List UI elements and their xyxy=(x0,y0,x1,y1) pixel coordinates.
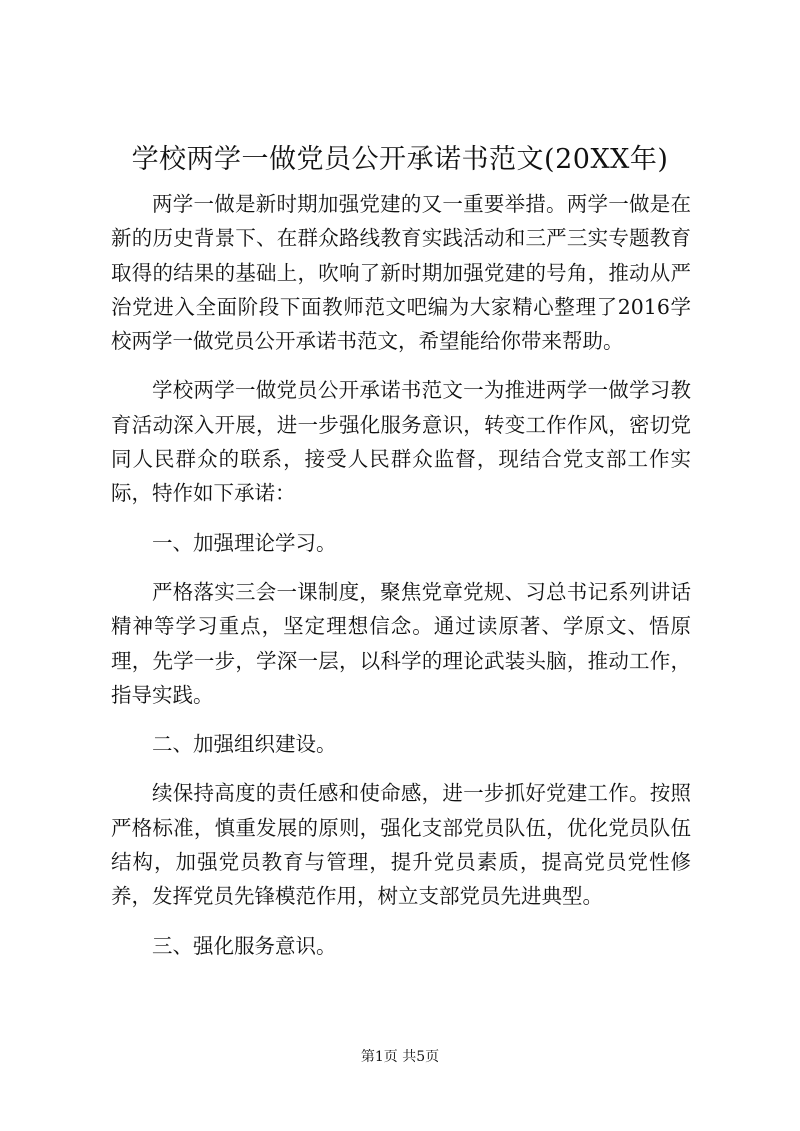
paragraph-organization: 续保持高度的责任感和使命感，进一步抓好党建工作。按照严格标准，慎重发展的原则，强化支部党员队伍，优化党员队伍结构，加强党员教育与管理，提升党员素质，提高党员党性修养，发挥党员先锋模范作用，树立支部党员先进典型。 xyxy=(111,781,691,909)
paragraph-gap xyxy=(111,511,691,526)
paragraph-gap xyxy=(111,358,691,373)
paragraph-gap xyxy=(111,560,691,575)
paragraph-gap xyxy=(111,914,691,929)
paragraph-intro: 两学一做是新时期加强党建的又一重要举措。两学一做是在新的历史背景下、在群众路线教育实践活动和三严三实专题教育取得的结果的基础上，吹响了新时期加强党建的号角，推动从严治党进入全面阶段下面教师范文吧编为大家精心整理了2016学校两学一做党员公开承诺书范文，希望能给你带来帮助。 xyxy=(111,192,691,354)
page-number: 第1页 共5页 xyxy=(360,1049,440,1065)
section-heading-organization: 二、加强组织建设。 xyxy=(152,732,337,757)
document-body xyxy=(111,187,691,963)
paragraph-commitment-intro: 学校两学一做党员公开承诺书范文一为推进两学一做学习教育活动深入开展，进一步强化服务意识，转变工作作风，密切党同人民群众的联系，接受人民群众监督，现结合党支部工作实际，特作如下承诺： xyxy=(111,378,691,506)
document-title: 学校两学一做党员公开承诺书范文(20XX年) xyxy=(131,144,669,175)
paragraph-gap xyxy=(111,712,691,727)
paragraph-gap xyxy=(111,761,691,776)
section-heading-service: 三、强化服务意识。 xyxy=(152,933,337,958)
section-heading-theory: 一、加强理论学习。 xyxy=(152,530,337,555)
paragraph-theory: 严格落实三会一课制度，聚焦党章党规、习总书记系列讲话精神等学习重点，坚定理想信念。通过读原著、学原文、悟原理，先学一步，学深一层，以科学的理论武装头脑，推动工作，指导实践。 xyxy=(111,579,691,707)
